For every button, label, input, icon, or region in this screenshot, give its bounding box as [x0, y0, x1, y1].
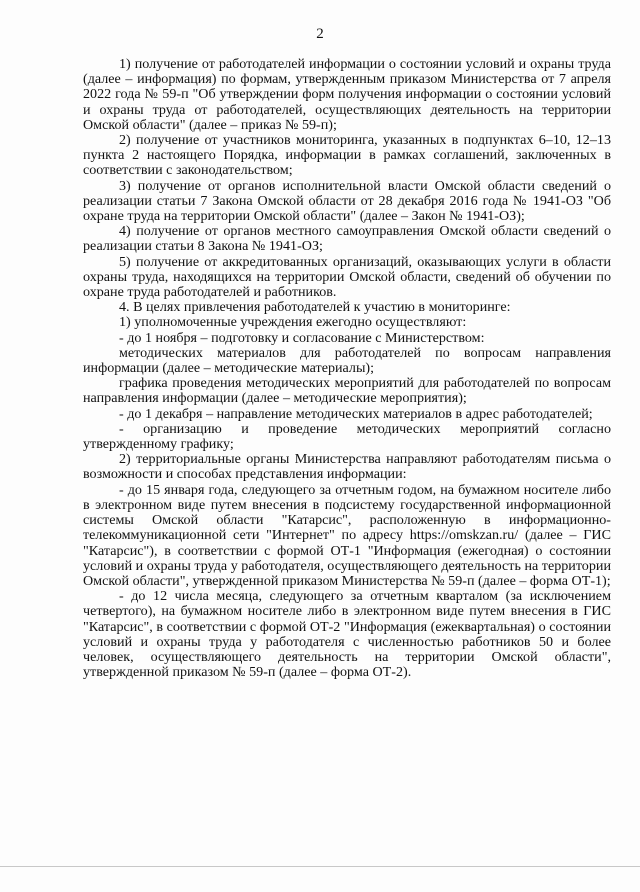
- document-body: [83, 57, 611, 680]
- events-schedule: графика проведения методических мероприятий для работодателей по вопросам направления информации (далее – методические мероприятия);: [83, 375, 611, 407]
- paragraph-item-3: 3) получение от органов исполнительной власти Омской области сведений о реализации статьи 7 Закона Омской области от 28 декабря 2016 года № 1941-ОЗ "Об охране труда на территории Омской области" (далее – Закон № 1941-ОЗ);: [83, 177, 611, 225]
- deadline-january: - до 15 января года, следующего за отчетным годом, на бумажном носителе либо в электронном виде путем внесения в подсистему государственной информационной системы Омской области "Катарсис", расположенную в информационно-телекоммуникационной сети "Интернет" по адресу https://omskzan.ru/ (далее – ГИС "Катарсис"), в соответствии с формой ОТ-1 "Информация (ежегодная) о состоянии условий и охраны труда у работодателя, осуществляющего деятельность на территории Омской области", утвержденной приказом Министерства № 59-п (далее – форма ОТ-1);: [83, 481, 611, 589]
- deadline-december: - до 1 декабря – направление методических материалов в адрес работодателей;: [119, 405, 593, 422]
- page-number: 2: [316, 26, 324, 42]
- section-4-heading: 4. В целях привлечения работодателей к участию в мониторинге:: [119, 299, 511, 316]
- deadline-quarterly: - до 12 числа месяца, следующего за отчетным кварталом (за исключением четвертого), на бумажном носителе либо в электронном виде путем внесения в ГИС "Катарсис", в соответствии с формой ОТ-2 "Информация (ежеквартальная) о состоянии условий и охраны труда у работодателя с численностью работников 50 и более человек, осуществляющего деятельность на территории Омской области", утвержденной приказом № 59-п (далее – форма ОТ-2).: [83, 588, 611, 681]
- paragraph-item-5: 5) получение от аккредитованных организаций, оказывающих услуги в области охраны труда, находящихся на территории Омской области, сведений об обучении по охране труда работодателей и работников.: [83, 253, 611, 301]
- deadline-november: - до 1 ноября – подготовку и согласование с Министерством:: [119, 329, 485, 346]
- paragraph-item-1: 1) получение от работодателей информации о состоянии условий и охраны труда (далее – информация) по формам, утвержденным приказом Министерства от 7 апреля 2022 года № 59-п "Об утверждении форм получения информации о состоянии условий и охраны труда от работодателей, осуществляющих деятельность на территории Омской области" (далее – приказ № 59-п);: [83, 56, 611, 133]
- paragraph-item-4-1: 1) уполномоченные учреждения ежегодно осуществляют:: [119, 314, 467, 331]
- paragraph-item-2: 2) получение от участников мониторинга, указанных в подпунктах 6–10, 12–13 пункта 2 настоящего Порядка, информации в рамках соглашений, заключенных в соответствии с законодательством;: [83, 132, 611, 179]
- events-organization: - организацию и проведение методических мероприятий согласно утвержденному графику;: [83, 420, 611, 453]
- paragraph-item-4: 4) получение от органов местного самоуправления Омской области сведений о реализации статьи 8 Закона № 1941-ОЗ;: [83, 223, 611, 255]
- methodical-materials: методических материалов для работодателей по вопросам направления информации (далее – методические материалы);: [83, 344, 611, 377]
- bottom-divider: [0, 866, 640, 867]
- paragraph-item-4-2: 2) территориальные органы Министерства направляют работодателям письма о возможности и способах представления информации:: [83, 451, 611, 483]
